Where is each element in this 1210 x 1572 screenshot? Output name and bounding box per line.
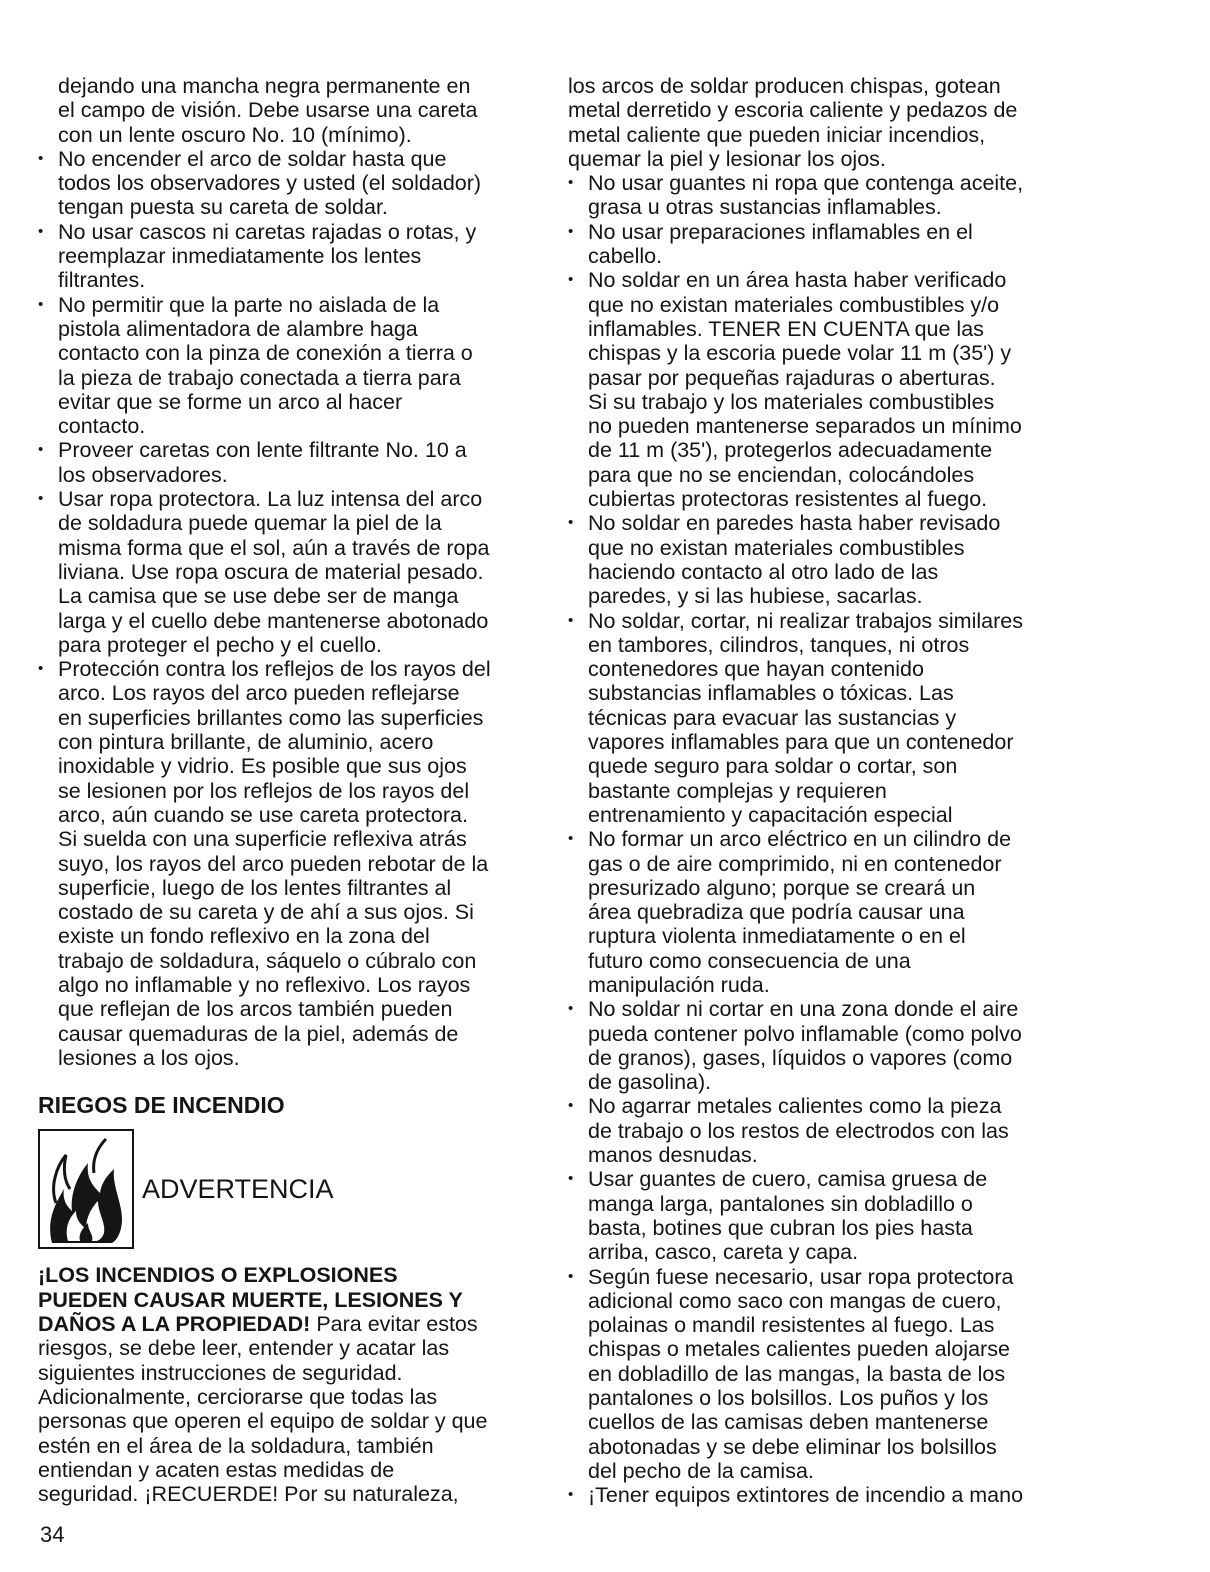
bullet-line: pistola alimentadora de alambre haga	[58, 316, 418, 341]
warning-line: entiendan y acaten estas medidas de	[38, 1457, 395, 1482]
bullet-line: pantalones o los bolsillos. Los puños y los	[588, 1386, 989, 1411]
bullet-line: arco. Los rayos del arco pueden reflejarse	[58, 681, 460, 706]
bullet-line: para proteger el pecho y el cuello.	[58, 632, 382, 657]
bullet-line: • Usar guantes de cuero, camisa gruesa de	[588, 1167, 988, 1192]
bullet-line: presurizado alguno; porque se creará un	[588, 875, 976, 900]
bullet-line: que reflejan de los arcos también pueden	[58, 997, 453, 1022]
text-line: metal derretido y escoria caliente y pedazos de	[568, 98, 1018, 123]
bullet-line: contacto con la pinza de conexión a tierra o	[58, 341, 473, 366]
left-bullet-list	[38, 147, 533, 1070]
bullet-line: contacto.	[58, 414, 146, 439]
text-line: los arcos de soldar producen chispas, gotean	[568, 74, 1001, 98]
bullet-item	[568, 171, 1068, 220]
bullet-line: gas o de aire comprimido, ni en contenedor	[588, 851, 1002, 876]
fire-hazard-icon	[38, 1129, 134, 1249]
bullet-line: causar quemaduras de la piel, además de	[58, 1021, 459, 1046]
right-bullet-list	[568, 171, 1068, 1507]
text-line: dejando una mancha negra permanente en	[58, 74, 471, 98]
bullet-item	[38, 487, 533, 657]
bullet-line: inoxidable y vidrio. Es posible que sus ojos	[58, 754, 467, 779]
bullet-line: liviana. Use ropa oscura de material pesado.	[58, 559, 484, 584]
bullet-line: • No soldar ni cortar en una zona donde el aire	[588, 997, 1019, 1022]
bullet-line: • No soldar en paredes hasta haber revisado	[588, 511, 1001, 536]
bullet-line: abotonadas y se debe eliminar los bolsillos	[588, 1434, 997, 1459]
warning-bold-line: ¡LOS INCENDIOS O EXPLOSIONES	[38, 1263, 398, 1288]
bullet-line: de soldadura puede quemar la piel de la	[58, 511, 442, 536]
bullet-item	[568, 1167, 1068, 1264]
bullet-line: • No usar guantes ni ropa que contenga aceite,	[588, 171, 1024, 196]
bullet-item	[568, 827, 1068, 997]
bullet-line: vapores inflamables para que un contenedor	[588, 730, 1014, 755]
warning-line: Adicionalmente, cerciorarse que todas las	[38, 1384, 438, 1409]
bullet-line: • No usar preparaciones inflamables en el	[588, 219, 973, 244]
bullet-line: contenedores que hayan contenido	[588, 657, 924, 682]
bullet-line: del pecho de la camisa.	[588, 1458, 814, 1483]
bullet-line: larga y el cuello debe mantenerse abotonado	[58, 608, 489, 633]
bullet-item	[568, 1265, 1068, 1484]
bullet-item	[568, 609, 1068, 828]
bullet-line: de granos), gases, líquidos o vapores (como	[588, 1045, 1013, 1070]
bullet-line: tengan puesta su careta de soldar.	[58, 195, 388, 220]
bullet-line: • Proveer caretas con lente filtrante No. 10 a	[58, 438, 467, 463]
bullet-line: La camisa que se use debe ser de manga	[58, 584, 459, 609]
bullet-line: • Usar ropa protectora. La luz intensa del arco	[58, 487, 483, 512]
bullet-line: trabajo de soldadura, sáquelo o cúbralo con	[58, 948, 477, 973]
text-line: con un lente oscuro No. 10 (mínimo).	[58, 122, 412, 147]
bullet-line: manos desnudas.	[588, 1143, 758, 1168]
bullet-line: • No agarrar metales calientes como la pieza	[588, 1094, 1002, 1119]
text-line: metal caliente que pueden iniciar incendios,	[568, 122, 986, 147]
bullet-line: no pueden mantenerse separados un mínimo	[588, 414, 1022, 439]
warning-line: estén en el área de la soldadura, también	[38, 1433, 434, 1458]
bullet-line: superficie, luego de los lentes filtrantes al	[58, 875, 452, 900]
left-intro	[38, 74, 533, 147]
bullet-line: técnicas para evacuar las sustancias y	[588, 705, 957, 730]
bullet-item	[568, 1094, 1068, 1167]
warning-bold-run: DAÑOS A LA PROPIEDAD!	[38, 1312, 311, 1337]
bullet-line: para que no se enciendan, colocándoles	[588, 462, 975, 487]
bullet-line: cubiertas protectoras resistentes al fuego.	[588, 487, 988, 512]
bullet-line: suyo, los rayos del arco pueden rebotar de la	[58, 851, 489, 876]
bullet-line: de 11 m (35'), protegerlos adecuadamente	[588, 438, 993, 463]
warning-line: seguridad. ¡RECUERDE! Por su naturaleza,	[38, 1482, 459, 1507]
bullet-line: ruptura violenta inmediatamente o en el	[588, 924, 966, 949]
bullet-line: los observadores.	[58, 462, 228, 487]
warning-text-lines	[38, 1336, 533, 1506]
bullet-line: de trabajo o los restos de electrodos con las	[588, 1118, 1009, 1143]
bullet-line: cabello.	[588, 244, 663, 269]
bullet-line: adicional como saco con mangas de cuero,	[588, 1288, 1002, 1313]
bullet-line: área quebradiza que podría causar una	[588, 900, 965, 925]
bullet-line: basta, botines que cubran los pies hasta	[588, 1215, 973, 1240]
bullet-line: pueda contener polvo inflamable (como polvo	[588, 1021, 1022, 1046]
bullet-line: • Protección contra los reflejos de los rayos del	[58, 657, 491, 682]
bullet-line: manipulación ruda.	[588, 972, 770, 997]
warning-title: ADVERTENCIA	[142, 1174, 334, 1205]
bullet-line: bastante complejas y requieren	[588, 778, 887, 803]
bullet-item	[38, 147, 533, 220]
warning-line: riesgos, se debe leer, entender y acatar las	[38, 1336, 450, 1361]
bullet-line: manga larga, pantalones sin dobladillo o	[588, 1191, 973, 1216]
bullet-line: Si su trabajo y los materiales combustibles	[588, 389, 995, 414]
bullet-line: • No permitir que la parte no aislada de la	[58, 292, 440, 317]
bullet-line: en dobladillo de las mangas, la basta de los	[588, 1361, 1006, 1386]
bullet-line: todos los observadores y usted (el soldador)	[58, 171, 482, 196]
bullet-item	[38, 438, 533, 487]
text-line: el campo de visión. Debe usarse una careta	[58, 98, 478, 123]
bullet-line: substancias inflamables o tóxicas. Las	[588, 681, 954, 706]
bullet-line: se lesionen por los reflejos de los rayos del	[58, 778, 470, 803]
bullet-line: chispas y la escoria puede volar 11 m (35') y	[588, 341, 1012, 366]
left-column	[38, 74, 533, 1506]
bullet-line: con pintura brillante, de aluminio, acero	[58, 730, 434, 755]
bullet-line: polainas o mandil resistentes al fuego. Las	[588, 1313, 995, 1338]
bullet-item	[38, 293, 533, 439]
bullet-line: • Según fuese necesario, usar ropa protectora	[588, 1264, 1014, 1289]
bullet-line: reemplazar inmediatamente los lentes	[58, 244, 422, 269]
warning-banner	[38, 1127, 533, 1251]
warning-paragraph	[38, 1263, 533, 1506]
bullet-item	[568, 268, 1068, 511]
bullet-line: en tambores, cilindros, tanques, ni otros	[588, 632, 970, 657]
bullet-line: entrenamiento y capacitación especial	[588, 802, 953, 827]
bullet-line: de gasolina).	[588, 1070, 712, 1095]
bullet-line: evitar que se forme un arco al hacer	[58, 389, 403, 414]
right-column	[568, 74, 1068, 1508]
bullet-line: misma forma que el sol, aún a través de ropa	[58, 535, 490, 560]
section-heading: RIEGOS DE INCENDIO	[38, 1092, 285, 1119]
bullet-line: filtrantes.	[58, 268, 146, 293]
warning-line: siguientes instrucciones de seguridad.	[38, 1360, 403, 1385]
bullet-line: • No usar cascos ni caretas rajadas o rotas, y	[58, 219, 477, 244]
bullet-line: arco, aún cuando se use careta protectora.	[58, 802, 468, 827]
bullet-line: • No soldar, cortar, ni realizar trabajos similares	[588, 608, 1023, 633]
bullet-line: haciendo contacto al otro lado de las	[588, 559, 939, 584]
bullet-line: futuro como consecuencia de una	[588, 948, 911, 973]
bullet-line: que no existan materiales combustibles y/o	[588, 292, 1000, 317]
page-number: 34	[40, 1522, 65, 1547]
bullet-line: cuellos de las camisas deben mantenerse	[588, 1410, 989, 1435]
text-line: quemar la piel y lesionar los ojos.	[568, 146, 886, 171]
bullet-item	[568, 1483, 1068, 1507]
bullet-line: inflamables. TENER EN CUENTA que las	[588, 316, 984, 341]
bullet-line: arriba, casco, careta y capa.	[588, 1240, 859, 1265]
bullet-line: costado de su careta y de ahí a sus ojos. Si	[58, 900, 474, 925]
bullet-line: • No encender el arco de soldar hasta que	[58, 146, 447, 171]
bullet-item	[38, 657, 533, 1070]
bullet-line: algo no inflamable y no reflexivo. Los rayos	[58, 972, 471, 997]
warning-line: personas que operen el equipo de soldar y que	[38, 1409, 488, 1434]
warning-normal-run: Para evitar estos	[310, 1312, 478, 1337]
bullet-line: • No soldar en un área hasta haber verificado	[588, 268, 1007, 293]
bullet-line: quede seguro para soldar o cortar, son	[588, 754, 958, 779]
bullet-line: la pieza de trabajo conectada a tierra para	[58, 365, 461, 390]
bullet-line: Si suelda con una superficie reflexiva atrás	[58, 827, 467, 852]
bullet-line: existe un fondo reflexivo en la zona del	[58, 924, 430, 949]
bullet-line: chispas o metales calientes pueden alojarse	[588, 1337, 1010, 1362]
warning-mixed-line	[38, 1312, 533, 1336]
bullet-line: lesiones a los ojos.	[58, 1045, 240, 1070]
bullet-line: paredes, y si las hubiese, sacarlas.	[588, 584, 923, 609]
warning-bold-line: PUEDEN CAUSAR MUERTE, LESIONES Y	[38, 1287, 463, 1312]
right-intro	[568, 74, 1068, 171]
bullet-line: • ¡Tener equipos extintores de incendio a mano	[588, 1483, 1024, 1508]
bullet-item	[38, 220, 533, 293]
bullet-item	[568, 997, 1068, 1094]
bullet-line: en superficies brillantes como las superficies	[58, 705, 484, 730]
bullet-item	[568, 511, 1068, 608]
bullet-line: pasar por pequeñas rajaduras o aberturas.	[588, 365, 996, 390]
bullet-item	[568, 220, 1068, 269]
bullet-line: grasa u otras sustancias inflamables.	[588, 195, 942, 220]
bullet-line: que no existan materiales combustibles	[588, 535, 965, 560]
bullet-line: • No formar un arco eléctrico en un cilindro de	[588, 827, 1012, 852]
